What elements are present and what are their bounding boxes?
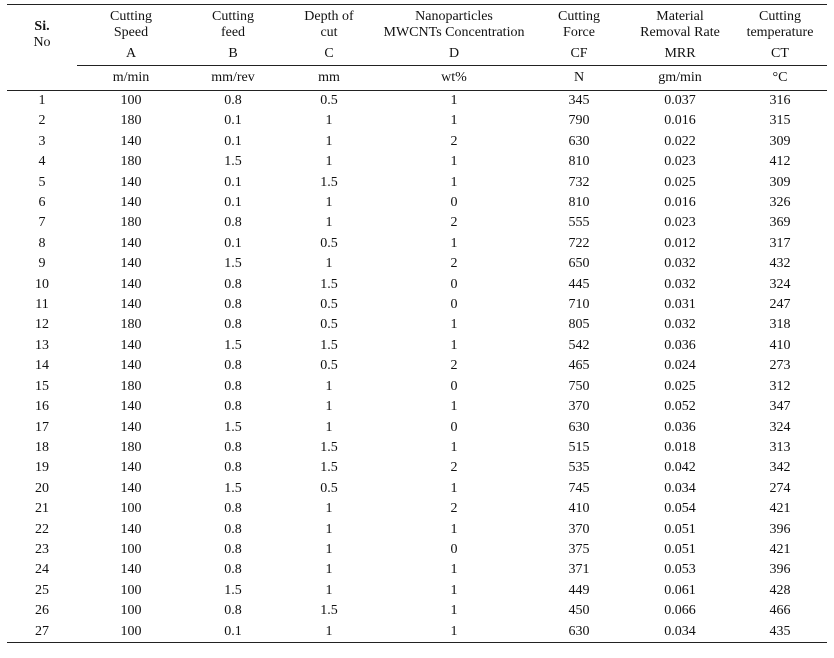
table-cell: 342 (769, 460, 791, 476)
column-header-unit: gm/min (627, 66, 733, 91)
table-cell: 180 (120, 317, 142, 333)
table-cell: 0.025 (664, 378, 696, 394)
table-row (7, 234, 827, 254)
table-cell: 515 (568, 439, 590, 455)
table-cell: 410 (769, 337, 791, 353)
row-number-cell: 17 (35, 419, 49, 435)
table-cell: 0.051 (664, 541, 696, 557)
table-cell: 370 (568, 399, 590, 415)
table-cell: 140 (120, 297, 142, 313)
table-cell: 0.034 (664, 480, 696, 496)
table-cell: 2 (450, 460, 458, 476)
table-cell: 180 (120, 378, 142, 394)
table-cell: 0.054 (664, 501, 696, 517)
column-header-name-line1: Depth of (304, 9, 354, 24)
table-row (7, 540, 827, 560)
table-cell: 318 (769, 317, 791, 333)
column-header-name-line2: Removal Rate (640, 25, 720, 40)
table-cell: 0.8 (224, 460, 242, 476)
table-row (7, 581, 827, 601)
table-cell: 2 (450, 215, 458, 231)
header-row-units (7, 66, 827, 91)
table-row (7, 275, 827, 295)
table-row (7, 397, 827, 417)
table-cell: 0.036 (664, 337, 696, 353)
table-cell: 2 (450, 358, 458, 374)
table-cell: 100 (77, 622, 185, 643)
row-number-cell: 11 (35, 297, 49, 313)
table-cell: 1 (325, 521, 333, 537)
table-row (7, 315, 827, 335)
table-cell: 650 (568, 256, 590, 272)
table-cell: 1.5 (320, 439, 338, 455)
table-cell: 0.5 (320, 93, 338, 108)
row-number-cell: 23 (35, 541, 49, 557)
table-row (7, 111, 827, 131)
table-cell: 0.032 (664, 317, 696, 333)
table-cell: 722 (568, 235, 590, 251)
table-cell: 0.8 (224, 317, 242, 333)
table-cell: 273 (769, 358, 791, 374)
table-cell: 0.031 (664, 297, 696, 313)
table-cell: 0.1 (185, 622, 281, 643)
table-cell: 810 (568, 195, 590, 211)
table-cell: 0 (450, 297, 458, 313)
table-cell: 1 (325, 378, 333, 394)
table-cell: 805 (568, 317, 590, 333)
table-cell: 750 (568, 378, 590, 394)
table-cell: 369 (769, 215, 791, 231)
column-header-symbol: MRR (627, 43, 733, 66)
table-cell: 1.5 (224, 337, 242, 353)
column-header-name-line2: MWCNTs Concentration (383, 25, 525, 40)
row-number-cell: 21 (35, 501, 49, 517)
table-cell: 1.5 (224, 419, 242, 435)
table-cell: 0.5 (320, 317, 338, 333)
table-cell: 0.8 (224, 541, 242, 557)
table-cell: 0.052 (664, 399, 696, 415)
column-header-symbol: D (377, 43, 531, 66)
table-cell: 1.5 (224, 154, 242, 170)
table-cell: 0.1 (224, 235, 242, 251)
table-cell: 465 (568, 358, 590, 374)
table-cell: 0.8 (224, 399, 242, 415)
table-cell: 1 (325, 133, 333, 149)
table-cell: 0.022 (664, 133, 696, 149)
row-number-cell: 6 (38, 195, 46, 211)
table-cell: 0.042 (664, 460, 696, 476)
table-cell: 1.5 (224, 480, 242, 496)
row-number-cell: 2 (38, 113, 46, 129)
column-header-name (77, 5, 185, 44)
table-row (7, 479, 827, 499)
table-cell: 0.8 (224, 297, 242, 313)
table-cell: 0.025 (664, 174, 696, 190)
table-cell: 0.037 (664, 93, 696, 108)
table-cell: 312 (769, 378, 791, 394)
table-cell: 140 (120, 460, 142, 476)
table-cell: 790 (568, 113, 590, 129)
table-cell: 0 (450, 541, 458, 557)
table-cell: 1.5 (224, 582, 242, 598)
table-cell: 180 (120, 113, 142, 129)
table-cell: 1.5 (320, 603, 338, 619)
table-cell: 1 (450, 521, 458, 537)
column-header-name-line1: Cutting (109, 9, 152, 24)
table-cell: 316 (769, 93, 791, 108)
table-body (7, 91, 827, 643)
table-row (7, 336, 827, 356)
column-header-name-line1: Material (656, 9, 704, 24)
table-cell: 435 (733, 622, 827, 643)
header-row-names (7, 5, 827, 44)
table-cell: 0.8 (224, 521, 242, 537)
table-cell: 2 (450, 501, 458, 517)
column-header-unit: mm/rev (185, 66, 281, 91)
table-cell: 1 (450, 439, 458, 455)
table-cell: 0.053 (664, 562, 696, 578)
row-number-cell: 12 (35, 317, 49, 333)
table-cell: 1 (450, 399, 458, 415)
column-header-symbol: CT (733, 43, 827, 66)
table-cell: 370 (568, 521, 590, 537)
row-number-cell: 8 (38, 235, 46, 251)
table-cell: 732 (568, 174, 590, 190)
column-header-name-line1: Cutting (758, 9, 801, 24)
table-row (7, 458, 827, 478)
table-cell: 0.016 (664, 113, 696, 129)
table-cell: 421 (769, 501, 791, 517)
table-cell: 140 (120, 480, 142, 496)
table-cell: 1.5 (320, 174, 338, 190)
table-cell: 1 (450, 93, 458, 108)
table-cell: 410 (568, 501, 590, 517)
table-row (7, 356, 827, 376)
table-cell: 0.1 (224, 195, 242, 211)
table-cell: 1 (325, 256, 333, 272)
row-number-cell: 24 (35, 562, 49, 578)
table-cell: 375 (568, 541, 590, 557)
table-cell: 412 (769, 154, 791, 170)
table-cell: 100 (120, 582, 142, 598)
table-cell: 0 (450, 276, 458, 292)
row-number-cell: 13 (35, 337, 49, 353)
table-cell: 140 (120, 256, 142, 272)
table-cell: 0.5 (320, 480, 338, 496)
table-cell: 140 (120, 562, 142, 578)
column-header-symbol: CF (531, 43, 627, 66)
column-header-name-line2: feed (220, 25, 246, 40)
row-number-cell: 14 (35, 358, 49, 374)
table-cell: 555 (568, 215, 590, 231)
table-cell: 1 (281, 622, 377, 643)
table-cell: 140 (120, 419, 142, 435)
table-row (7, 193, 827, 213)
table-cell: 1 (450, 480, 458, 496)
row-number-header-line2: No (33, 35, 51, 51)
table-cell: 1 (450, 235, 458, 251)
table-cell: 0.032 (664, 256, 696, 272)
table-cell: 1 (325, 541, 333, 557)
column-header-unit: wt% (377, 66, 531, 91)
table-cell: 1 (450, 582, 458, 598)
table-cell: 421 (769, 541, 791, 557)
row-number-cell: 3 (38, 133, 46, 149)
column-header-name-line1: Nanoparticles (415, 9, 493, 24)
row-number-cell: 1 (38, 93, 46, 108)
table-row (7, 377, 827, 397)
table-cell: 1.5 (320, 337, 338, 353)
table-row (7, 560, 827, 580)
column-header-unit: N (531, 66, 627, 91)
row-number-cell: 19 (35, 460, 49, 476)
table-row (7, 254, 827, 274)
row-number-cell: 26 (35, 603, 49, 619)
table-cell: 1 (450, 154, 458, 170)
table-row (7, 438, 827, 458)
column-header-name-line2: temperature (746, 25, 814, 40)
column-header-name (627, 5, 733, 44)
column-header-name-line2: cut (320, 25, 338, 40)
table-cell: 449 (568, 582, 590, 598)
row-number-cell: 16 (35, 399, 49, 415)
column-header-name-line2: Speed (113, 25, 149, 40)
table-cell: 0.061 (664, 582, 696, 598)
table-cell: 180 (120, 215, 142, 231)
table-cell: 140 (120, 276, 142, 292)
table-row (7, 132, 827, 152)
column-header-name-line1: Cutting (211, 9, 254, 24)
column-header-name (531, 5, 627, 44)
table-cell: 432 (769, 256, 791, 272)
table-cell: 0.5 (320, 235, 338, 251)
table-cell: 0.036 (664, 419, 696, 435)
table-cell: 1.5 (224, 256, 242, 272)
table-cell: 445 (568, 276, 590, 292)
table-row (7, 173, 827, 193)
table-cell: 180 (120, 154, 142, 170)
column-header-name (377, 5, 531, 44)
table-cell: 0.8 (224, 276, 242, 292)
table-row (7, 91, 827, 112)
table-cell: 100 (120, 603, 142, 619)
table-cell: 745 (568, 480, 590, 496)
table-cell: 535 (568, 460, 590, 476)
table-cell: 140 (120, 521, 142, 537)
table-cell: 0.018 (664, 439, 696, 455)
table-cell: 0 (450, 195, 458, 211)
table-cell: 0.012 (664, 235, 696, 251)
table-cell: 371 (568, 562, 590, 578)
table-cell: 1 (325, 399, 333, 415)
table-cell: 1 (325, 215, 333, 231)
table-cell: 140 (120, 337, 142, 353)
row-number-cell: 15 (35, 378, 49, 394)
table-cell: 1 (450, 317, 458, 333)
column-header-unit: m/min (77, 66, 185, 91)
column-header-name (733, 5, 827, 44)
table-cell: 0.024 (664, 358, 696, 374)
table-cell: 1 (325, 113, 333, 129)
table-cell: 140 (120, 399, 142, 415)
table-row (7, 418, 827, 438)
table-cell: 180 (120, 439, 142, 455)
row-number-cell: 4 (38, 154, 46, 170)
table-cell: 710 (568, 297, 590, 313)
column-header-name (281, 5, 377, 44)
table-cell: 315 (769, 113, 791, 129)
table-cell: 1 (325, 195, 333, 211)
table-cell: 0.051 (664, 521, 696, 537)
table-cell: 1.5 (320, 276, 338, 292)
table-cell: 0.8 (224, 501, 242, 517)
table-cell: 1 (450, 562, 458, 578)
table-cell: 450 (568, 603, 590, 619)
column-header-symbol: A (77, 43, 185, 66)
table-cell: 345 (568, 93, 590, 108)
table-cell: 1 (450, 174, 458, 190)
table-cell: 140 (120, 195, 142, 211)
table-cell: 466 (769, 603, 791, 619)
table-cell: 0.5 (320, 297, 338, 313)
table-cell: 1 (325, 582, 333, 598)
table-cell: 324 (769, 419, 791, 435)
column-header-name (185, 5, 281, 44)
row-number-cell: 18 (35, 439, 49, 455)
table-cell: 0.032 (664, 276, 696, 292)
table-cell: 0.8 (224, 215, 242, 231)
row-number-cell: 10 (35, 276, 49, 292)
column-header-unit: °C (733, 66, 827, 91)
table-cell: 317 (769, 235, 791, 251)
table-cell: 324 (769, 276, 791, 292)
table-row (7, 601, 827, 621)
table-row (7, 520, 827, 540)
table-cell: 1 (450, 113, 458, 129)
table-cell: 140 (120, 358, 142, 374)
table-cell: 0.034 (627, 622, 733, 643)
table-row (7, 622, 827, 643)
table-cell: 0.8 (224, 439, 242, 455)
table-cell: 140 (120, 174, 142, 190)
table-cell: 428 (769, 582, 791, 598)
table-cell: 313 (769, 439, 791, 455)
table-row (7, 213, 827, 233)
table-cell: 100 (120, 501, 142, 517)
table-cell: 100 (120, 541, 142, 557)
table-cell: 247 (769, 297, 791, 313)
table-cell: 274 (769, 480, 791, 496)
header-row-symbols (7, 43, 827, 66)
table-cell: 0.8 (224, 358, 242, 374)
table-cell: 630 (531, 622, 627, 643)
table-cell: 0.066 (664, 603, 696, 619)
table-cell: 0.023 (664, 154, 696, 170)
table-cell: 309 (769, 174, 791, 190)
table-cell: 0.1 (224, 174, 242, 190)
experiment-results-table (7, 4, 827, 643)
table-cell: 2 (450, 256, 458, 272)
row-number-cell: 20 (35, 480, 49, 496)
table-cell: 1 (325, 419, 333, 435)
row-number-cell: 9 (38, 256, 46, 272)
row-number-cell: 22 (35, 521, 49, 537)
table-cell: 0.016 (664, 195, 696, 211)
table-cell: 0.5 (320, 358, 338, 374)
table-cell: 1.5 (320, 460, 338, 476)
column-header-unit: mm (281, 66, 377, 91)
table-cell: 542 (568, 337, 590, 353)
table-cell: 0 (450, 378, 458, 394)
column-header-symbol: B (185, 43, 281, 66)
table-cell: 0.1 (224, 113, 242, 129)
row-number-cell: 25 (35, 582, 49, 598)
table-cell: 1 (377, 622, 531, 643)
table-cell: 100 (120, 93, 142, 108)
column-header-name-line2: Force (563, 25, 595, 40)
table-cell: 1 (325, 501, 333, 517)
table-cell: 140 (120, 133, 142, 149)
table-cell: 0.8 (224, 93, 242, 108)
table-cell: 396 (769, 521, 791, 537)
column-header-name-line1: Cutting (557, 9, 600, 24)
table-row (7, 295, 827, 315)
table-cell: 630 (568, 133, 590, 149)
table-cell: 1 (325, 562, 333, 578)
table-cell: 1 (450, 337, 458, 353)
row-number-cell: 5 (38, 174, 46, 190)
table-cell: 1 (450, 603, 458, 619)
row-number-cell: 7 (38, 215, 46, 231)
table-cell: 0.8 (224, 603, 242, 619)
table-cell: 2 (450, 133, 458, 149)
column-header-symbol: C (281, 43, 377, 66)
row-number-header (7, 5, 77, 66)
table-cell: 347 (769, 399, 791, 415)
row-number-unit-blank (7, 66, 77, 91)
table-cell: 0.8 (224, 562, 242, 578)
table-cell: 0.8 (224, 378, 242, 394)
table-cell: 326 (769, 195, 791, 211)
table-cell: 396 (769, 562, 791, 578)
table-cell: 1 (325, 154, 333, 170)
table-cell: 140 (120, 235, 142, 251)
table-cell: 630 (568, 419, 590, 435)
table-cell: 810 (568, 154, 590, 170)
table-row (7, 152, 827, 172)
table-cell: 0 (450, 419, 458, 435)
table-cell: 0.023 (664, 215, 696, 231)
table-cell: 0.1 (224, 133, 242, 149)
table-row (7, 499, 827, 519)
table-cell: 309 (769, 133, 791, 149)
row-number-header-line1: Si. (34, 19, 50, 35)
row-number-cell: 27 (7, 622, 77, 643)
